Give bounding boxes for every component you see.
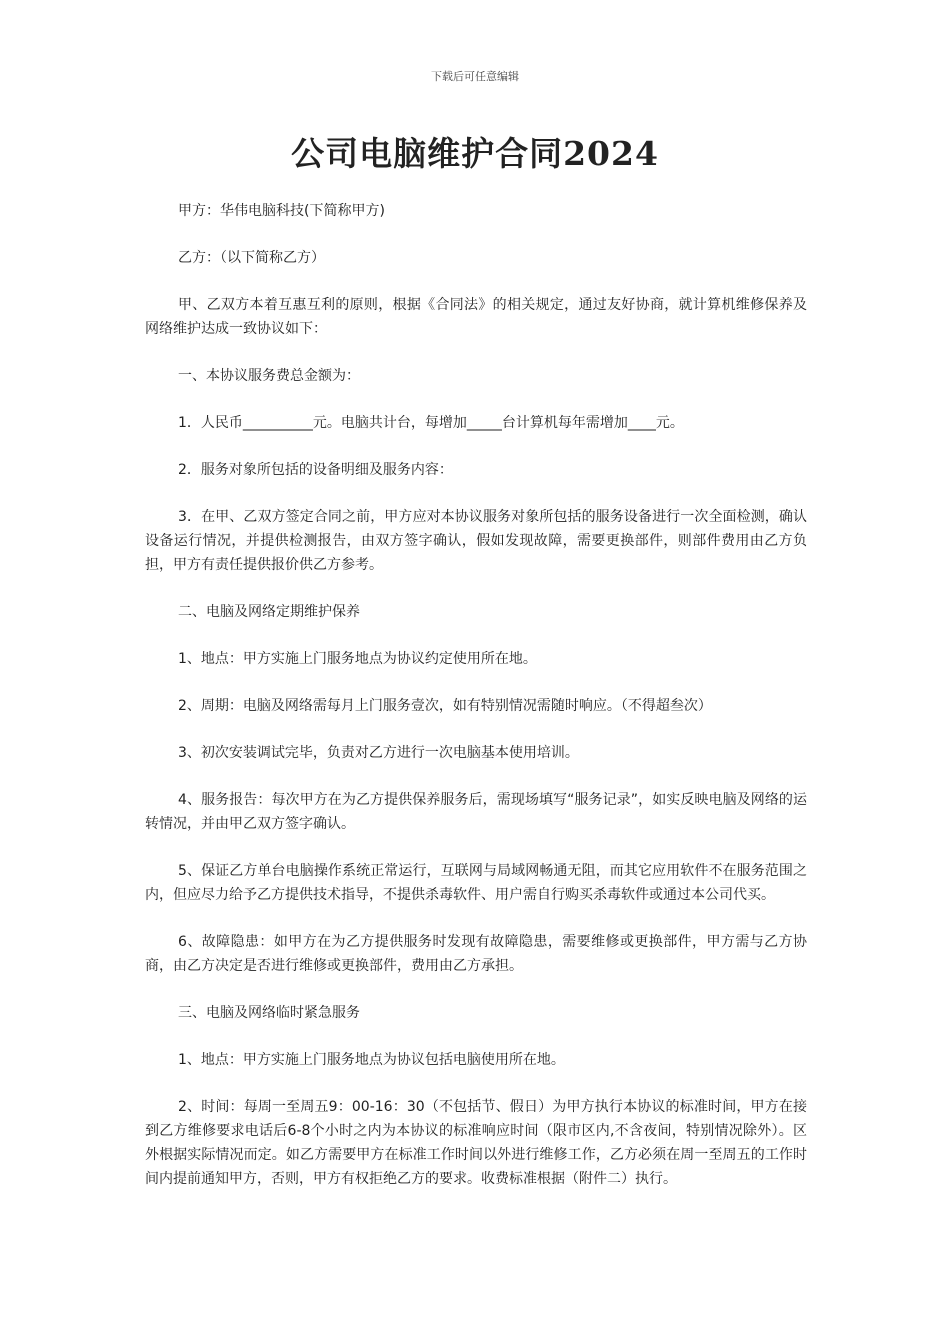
section-2-item-5: 5、保证乙方单台电脑操作系统正常运行，互联网与局域网畅通无阻，而其它应用软件不在服务范围之内，但应尽力给予乙方提供技术指导，不提供杀毒软件、用户需自行购买杀毒软件或通过本公司代买。 [145,863,807,903]
section-3-item-2: 2、时间：每周一至周五9：00-16：30（不包括节、假日）为甲方执行本协议的标准时间，甲方在接到乙方维修要求电话后6-8个小时之内为本协议的标准响应时间（限市区内,不含夜间，特别情况除外）。区外根据实际情况而定。如乙方需要甲方在标准工作时间以外进行维修工作，乙方必须在周一至周五的工作时间内提前通知甲方，否则，甲方有权拒绝乙方的要求。收费标准根据（附件二）执行。 [145,1099,807,1187]
document-body [145,199,807,1214]
section-2-item-6: 6、故障隐患：如甲方在为乙方提供服务时发现有故障隐患，需要维修或更换部件，甲方需与乙方协商，由乙方决定是否进行维修或更换部件，费用由乙方承担。 [145,934,807,974]
section-2-item-4: 4、服务报告：每次甲方在为乙方提供保养服务后，需现场填写“服务记录”，如实反映电脑及网络的运转情况，并由甲乙双方签字确认。 [145,792,807,832]
section-1-item-1: 1．人民币__________元。电脑共计台，每增加_____台计算机每年需增加____元。 [178,415,684,431]
party-a-line: 甲方：华伟电脑科技(下简称甲方) [178,203,385,219]
section-1-item-3: 3．在甲、乙双方签定合同之前，甲方应对本协议服务对象所包括的服务设备进行一次全面检测，确认设备运行情况，并提供检测报告，由双方签字确认，假如发现故障，需要更换部件，则部件费用由乙方负担，甲方有责任提供报价供乙方参考。 [145,509,807,573]
section-3-heading: 三、电脑及网络临时紧急服务 [178,1005,360,1021]
preamble-paragraph: 甲、乙双方本着互惠互利的原则，根据《合同法》的相关规定，通过友好协商，就计算机维修保养及网络维护达成一致协议如下： [145,297,807,337]
header-note: 下载后可任意编辑 [431,70,519,83]
section-1-heading: 一、本协议服务费总金额为： [178,368,360,384]
section-2-item-2: 2、周期：电脑及网络需每月上门服务壹次，如有特别情况需随时响应。（不得超叁次） [178,698,712,714]
section-2-item-1: 1、地点：甲方实施上门服务地点为协议约定使用所在地。 [178,651,537,667]
section-2-item-3: 3、初次安装调试完毕，负责对乙方进行一次电脑基本使用培训。 [178,745,579,761]
section-3-item-1: 1、地点：甲方实施上门服务地点为协议包括电脑使用所在地。 [178,1052,565,1068]
document-title: 公司电脑维护合同2024 [291,134,659,173]
section-1-item-2: 2．服务对象所包括的设备明细及服务内容： [178,462,453,478]
party-b-line: 乙方：（以下简称乙方） [178,250,325,266]
section-2-heading: 二、电脑及网络定期维护保养 [178,604,360,620]
